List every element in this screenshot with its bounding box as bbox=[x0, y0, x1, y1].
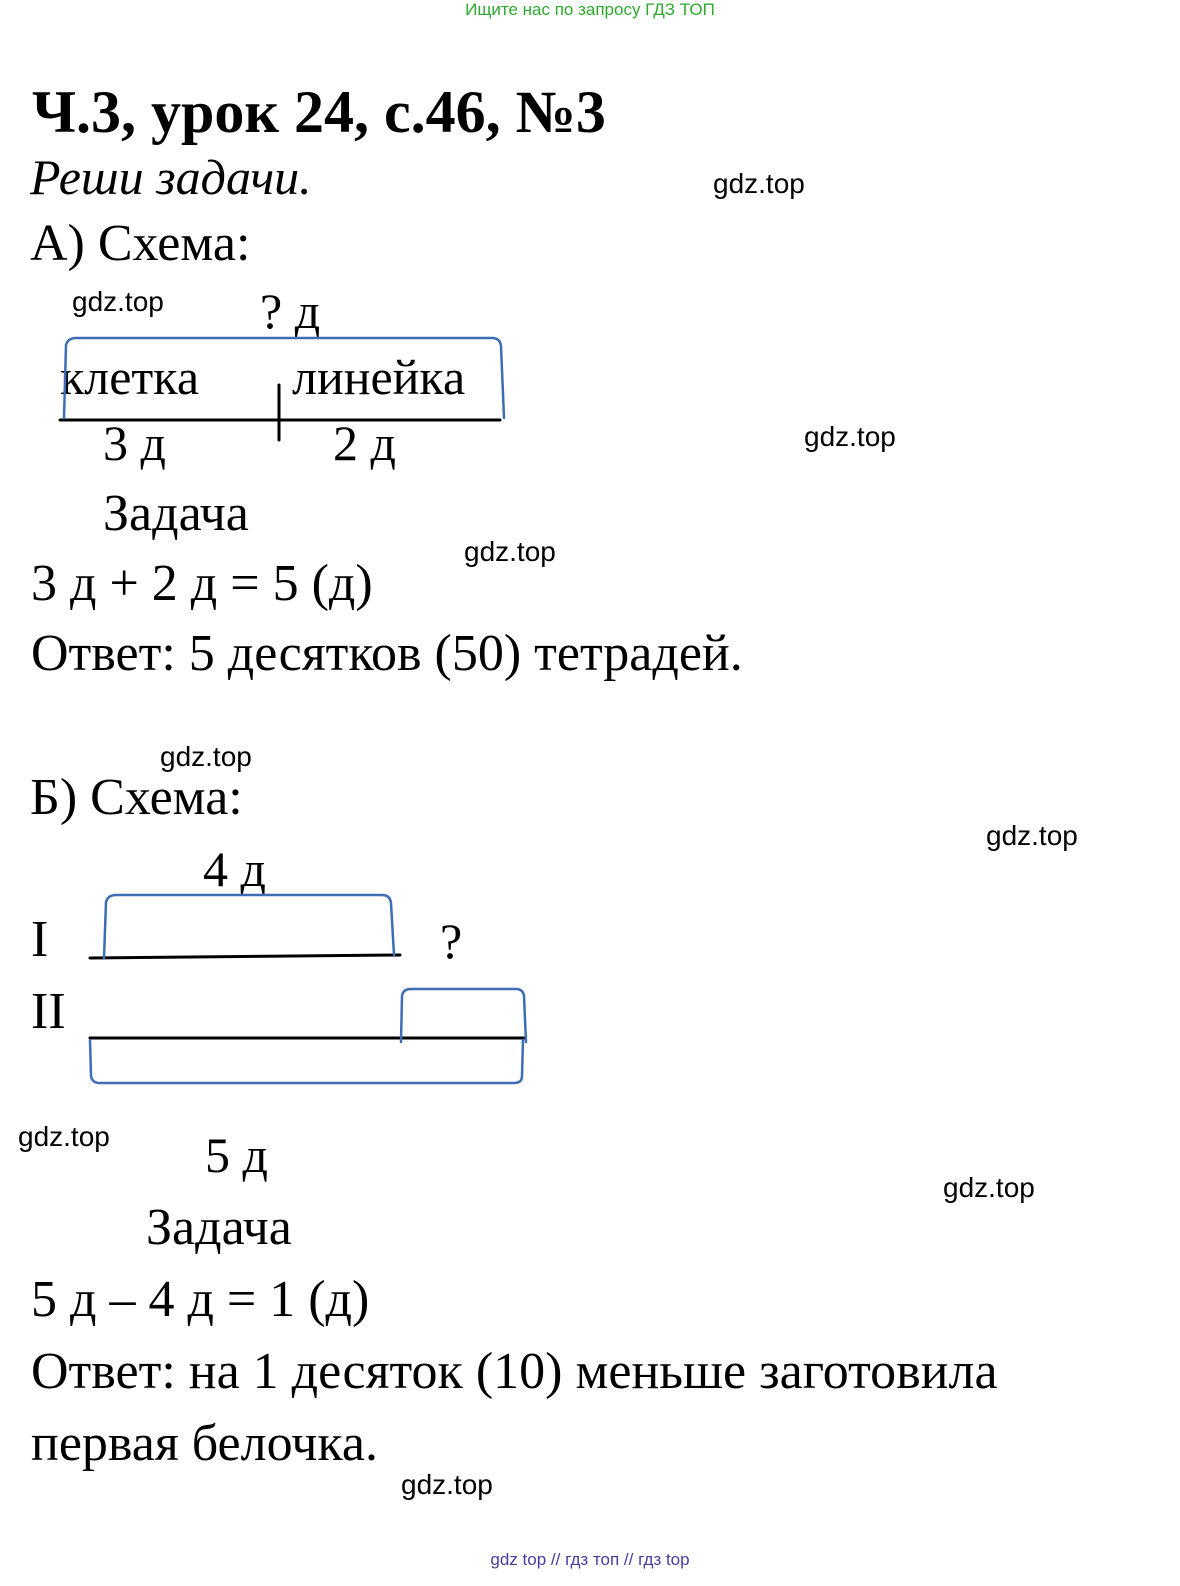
watermark: gdz.top bbox=[18, 1121, 110, 1152]
watermark: gdz.top bbox=[804, 421, 896, 452]
watermark: gdz.top bbox=[464, 536, 556, 567]
part-a-segment-right: линейка bbox=[292, 349, 466, 405]
part-a-equation: 3 д + 2 д = 5 (д) bbox=[31, 555, 373, 612]
part-a-segment-left: клетка bbox=[60, 349, 200, 405]
part-a-total-label: ? д bbox=[260, 283, 321, 339]
footer-watermark: gdz top // гдз топ // гдз top bbox=[490, 1550, 690, 1569]
part-a-value-left: 3 д bbox=[103, 415, 166, 471]
watermark: gdz.top bbox=[72, 286, 164, 317]
part-b-row2-label: II bbox=[31, 983, 66, 1040]
part-b-task-label: Задача bbox=[146, 1199, 292, 1256]
part-b-row1-line bbox=[90, 955, 400, 958]
part-a-top-bracket bbox=[64, 338, 504, 418]
part-b-equation: 5 д – 4 д = 1 (д) bbox=[31, 1271, 370, 1328]
watermark: gdz.top bbox=[713, 168, 805, 199]
part-b-row1-label: I bbox=[31, 911, 49, 968]
part-b-question: ? bbox=[440, 913, 463, 969]
part-b-top-label: 4 д bbox=[203, 841, 266, 897]
part-a-heading: А) Схема: bbox=[30, 215, 251, 272]
part-a-value-right: 2 д bbox=[333, 415, 396, 471]
watermark: gdz.top bbox=[943, 1172, 1035, 1203]
part-b-row1-bracket bbox=[104, 895, 394, 958]
part-b-answer-line1: Ответ: на 1 десяток (10) меньше заготовила bbox=[31, 1343, 998, 1400]
task-instruction: Реши задачи. bbox=[30, 149, 312, 205]
part-b-heading: Б) Схема: bbox=[30, 769, 243, 826]
watermark: gdz.top bbox=[160, 741, 252, 772]
part-b-row2-bracket bbox=[90, 1040, 523, 1083]
part-b-answer-line2: первая белочка. bbox=[31, 1415, 378, 1472]
part-b-difference-bracket bbox=[401, 989, 526, 1042]
page-title: Ч.3, урок 24, с.46, №3 bbox=[32, 79, 606, 145]
watermark: gdz.top bbox=[986, 820, 1078, 851]
part-a-answer: Ответ: 5 десятков (50) тетрадей. bbox=[31, 625, 743, 682]
part-a-task-label: Задача bbox=[103, 485, 249, 542]
part-b-bottom-label: 5 д bbox=[205, 1127, 268, 1183]
watermark: gdz.top bbox=[401, 1469, 493, 1500]
top-banner: Ищите нас по запросу ГДЗ ТОП bbox=[465, 0, 715, 19]
